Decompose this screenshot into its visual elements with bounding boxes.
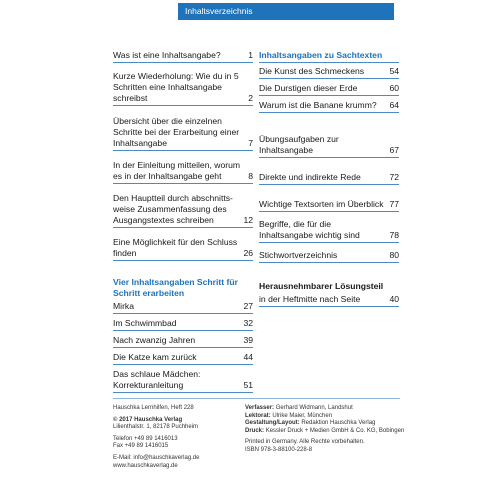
imprint-credits: [245, 405, 405, 455]
print-line: Druck: Kessler Druck + Medien GmbH & Co. KG, Bobingen: [245, 427, 405, 434]
website-link[interactable]: www.hauschkaverlag.de: [113, 462, 178, 469]
printed-line: Printed in Germany. Alle Rechte vorbehalten.: [245, 439, 365, 446]
toc-entry-label: Begriffe, die für die Inhaltsangabe wichtig sind: [259, 219, 360, 240]
isbn-line: ISBN 978-3-88100-228-8: [245, 446, 313, 453]
toc-entry[interactable]: [259, 134, 399, 158]
toc-entry[interactable]: [113, 318, 253, 331]
toc-entry-label: Mirka: [113, 301, 135, 311]
toc-right-column: [259, 50, 399, 307]
toc-entry[interactable]: [259, 100, 399, 113]
solution-heading: Herausnehmbarer Lösungsteil: [259, 281, 384, 291]
toc-entry-page: 7: [248, 138, 253, 148]
toc-entry-page: 72: [389, 172, 399, 182]
toc-entry-label: Nach zwanzig Jahren: [113, 335, 196, 345]
series-line: Hauschka Lernhilfen, Heft 228: [113, 405, 194, 411]
toc-entry-page: 39: [243, 335, 253, 345]
toc-entry[interactable]: [259, 172, 399, 185]
toc-entry[interactable]: [113, 193, 253, 228]
toc-entry-label: Eine Möglichkeit für den Schluss finden: [113, 237, 238, 258]
toc-entry-page: 12: [243, 215, 253, 225]
toc-entry-label: In der Einleitung mitteilen, worum es in der Inhaltsangabe geht: [113, 160, 241, 181]
toc-entry[interactable]: [259, 294, 399, 307]
toc-entry[interactable]: [113, 237, 253, 261]
toc-entry-label: Übersicht über die einzelnen Schritte bei der Erarbeitung einer Inhaltsangabe: [113, 116, 240, 148]
address-line: Lilienthalstr. 1, 82178 Puchheim: [113, 424, 199, 431]
toc-entry[interactable]: [259, 199, 399, 212]
toc-entry[interactable]: [113, 352, 253, 365]
toc-entry-page: 27: [243, 301, 253, 311]
toc-entry-label: in der Heftmitte nach Seite: [259, 294, 361, 304]
author-line: Verfasser: Gerhard Widmann, Landshut: [245, 405, 353, 411]
toc-entry-page: 1: [248, 50, 253, 60]
toc-entry-label: Im Schwimmbad: [113, 318, 177, 328]
toc-entry-label: Direkte und indirekte Rede: [259, 172, 361, 182]
toc-entry[interactable]: [113, 116, 253, 151]
toc-entry[interactable]: [259, 250, 399, 263]
toc-entry-page: 78: [389, 230, 399, 240]
toc-entry-page: 67: [389, 145, 399, 155]
toc-entry-label: Die Durstigen dieser Erde: [259, 83, 358, 93]
toc-entry-page: 77: [389, 199, 399, 209]
toc-entry-page: 54: [389, 66, 399, 76]
toc-entry-label: Warum ist die Banane krumm?: [259, 100, 377, 110]
toc-entry-page: 8: [248, 171, 253, 181]
design-line: Gestaltung/Layout: Redaktion Hauschka Verlag: [245, 420, 376, 427]
toc-entry[interactable]: [259, 83, 399, 96]
toc-entry-page: 2: [248, 93, 253, 103]
toc-entry-label: Das schlaue Mädchen: Korrekturanleitung: [113, 369, 201, 390]
email-link[interactable]: E-Mail: info@hauschkaverlag.de: [113, 454, 200, 461]
toc-entry[interactable]: [113, 335, 253, 348]
toc-entry-label: Kurze Wiederholung: Wie du in 5 Schritten eine Inhaltsangabe schreibst: [113, 71, 239, 103]
editor-line: Lektorat: Ulrike Maier, München: [245, 412, 333, 419]
imprint-publisher: [113, 405, 243, 470]
toc-entry-label: Übungsaufgaben zur Inhaltsangabe: [259, 134, 339, 155]
section-heading: Inhaltsangaben zu Sachtexten: [259, 50, 399, 63]
toc-entry-page: 80: [389, 250, 399, 260]
fax-line: Fax +49 89 1416015: [113, 443, 169, 450]
copyright-line: © 2017 Hauschka Verlag: [113, 416, 183, 423]
toc-entry[interactable]: [259, 219, 399, 243]
header-band: [178, 3, 394, 20]
section-heading: Vier Inhaltsangaben Schritt für Schritt erarbeiten: [113, 277, 238, 298]
toc-entry[interactable]: [113, 369, 253, 393]
phone-line: Telefon +49 89 1416013: [113, 435, 178, 442]
toc-entry-label: Wichtige Textsorten im Überblick: [259, 199, 384, 209]
toc-entry[interactable]: [259, 66, 399, 79]
toc-entry[interactable]: [113, 301, 253, 314]
toc-entry[interactable]: [113, 71, 253, 106]
toc-entry-label: Die Kunst des Schmeckens: [259, 66, 365, 76]
toc-entry-page: 44: [243, 352, 253, 362]
toc-entry-page: 40: [389, 294, 399, 304]
toc-entry[interactable]: [113, 160, 253, 184]
toc-entry-label: Stichwortverzeichnis: [259, 250, 338, 260]
toc-left-column: [113, 50, 253, 393]
toc-entry-page: 60: [389, 83, 399, 93]
toc-entry-label: Den Hauptteil durch abschnitts-weise Zusammenfassung des Ausgangstextes schreiben: [113, 193, 233, 225]
toc-entry-page: 32: [243, 318, 253, 328]
toc-entry-page: 64: [389, 100, 399, 110]
imprint: [113, 398, 405, 469]
toc-entry-label: Die Katze kam zurück: [113, 352, 197, 362]
toc-entry-page: 51: [243, 380, 253, 390]
toc-entry-label: Was ist eine Inhaltsangabe?: [113, 50, 221, 60]
page-title: Inhaltsverzeichnis: [185, 6, 253, 16]
toc-entry-page: 26: [243, 248, 253, 258]
toc-entry[interactable]: [113, 50, 253, 63]
